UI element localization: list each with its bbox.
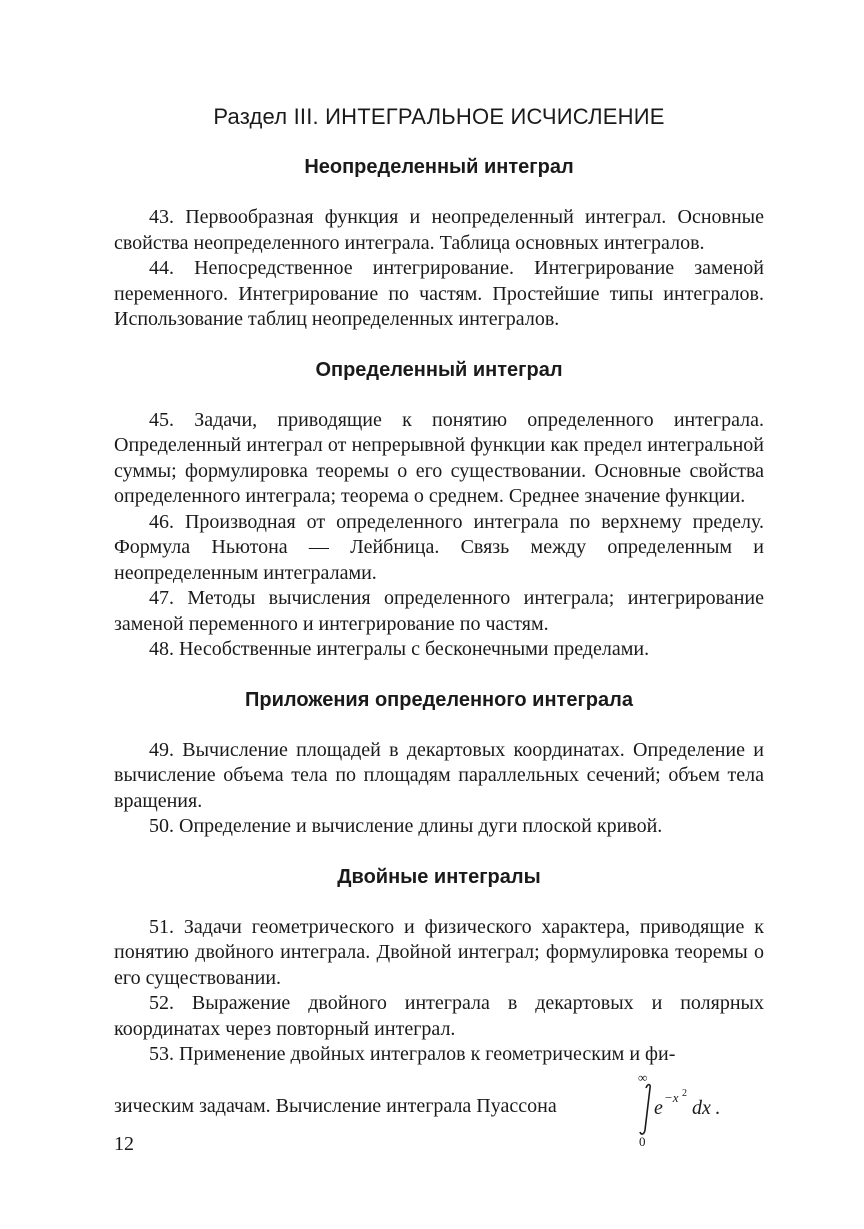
paragraph: 45. Задачи, приводящие к понятию определенного интеграла. Определенный интеграл от непрерывной функции как предел интегральной суммы; формулировка теоремы о его существовании. Основные свойства определенного интеграла; теорема о среднем. Среднее значение функции.	[114, 408, 764, 507]
paragraph-continuation: зическим задачам. Вычисление интеграла Пуассона	[114, 1095, 557, 1117]
integrand-exponent-power: 2	[682, 1088, 687, 1099]
section-definite-integral	[114, 359, 764, 663]
section-double-integrals	[114, 866, 764, 1068]
integral-lower-limit: 0	[639, 1134, 646, 1146]
part-title: Раздел III. ИНТЕГРАЛЬНОЕ ИСЧИСЛЕНИЕ	[213, 104, 665, 129]
section-title: Неопределенный интеграл	[304, 156, 574, 178]
paragraph: 53. Применение двойных интегралов к геометрическим и фи-	[149, 1043, 676, 1065]
section-indefinite-integral	[114, 156, 764, 333]
integral-upper-limit: ∞	[638, 1070, 648, 1085]
paragraph: 48. Несобственные интегралы с бесконечными пределами.	[149, 638, 650, 660]
paragraph: 47. Методы вычисления определенного интеграла; интегрирование заменой переменного и интегрирование по частям.	[114, 587, 764, 635]
section-title: Приложения определенного интеграла	[245, 688, 633, 711]
integral-sign	[640, 1085, 650, 1134]
paragraph: 49. Вычисление площадей в декартовых координатах. Определение и вычисление объема тела по площадям параллельных сечений; объем тела вращения.	[114, 738, 764, 812]
paragraph: 52. Выражение двойного интеграла в декартовых и полярных координатах через повторный интеграл.	[114, 992, 764, 1040]
formula-period: .	[715, 1097, 720, 1119]
paragraph: 46. Производная от определенного интеграла по верхнему пределу. Формула Ньютона — Лейбница. Связь между определенным и неопределенным интегралами.	[114, 510, 764, 584]
section-title: Двойные интегралы	[337, 865, 541, 888]
section-title: Определенный интеграл	[315, 358, 563, 381]
section-applications	[114, 689, 764, 840]
integrand-exponent: −x	[664, 1090, 679, 1105]
paragraph: 43. Первообразная функция и неопределенный интеграл. Основные свойства неопределенного интеграла. Таблица основных интегралов.	[114, 206, 764, 254]
paragraph: 51. Задачи геометрического и физического характера, приводящие к понятию двойного интеграла. Двойной интеграл; формулировка теоремы о его существовании.	[114, 915, 764, 989]
page-number: 12	[114, 1133, 134, 1155]
page-body	[114, 104, 764, 1094]
paragraph: 44. Непосредственное интегрирование. Интегрирование заменой переменного. Интегрирование по частям. Простейшие типы интегралов. Использование таблиц неопределенных интегралов.	[114, 257, 764, 330]
integral-differential: dx	[692, 1097, 711, 1119]
paragraph: 50. Определение и вычисление длины дуги плоской кривой.	[149, 815, 663, 837]
poisson-integral-formula	[636, 1066, 736, 1146]
integrand-base: e	[654, 1097, 663, 1119]
